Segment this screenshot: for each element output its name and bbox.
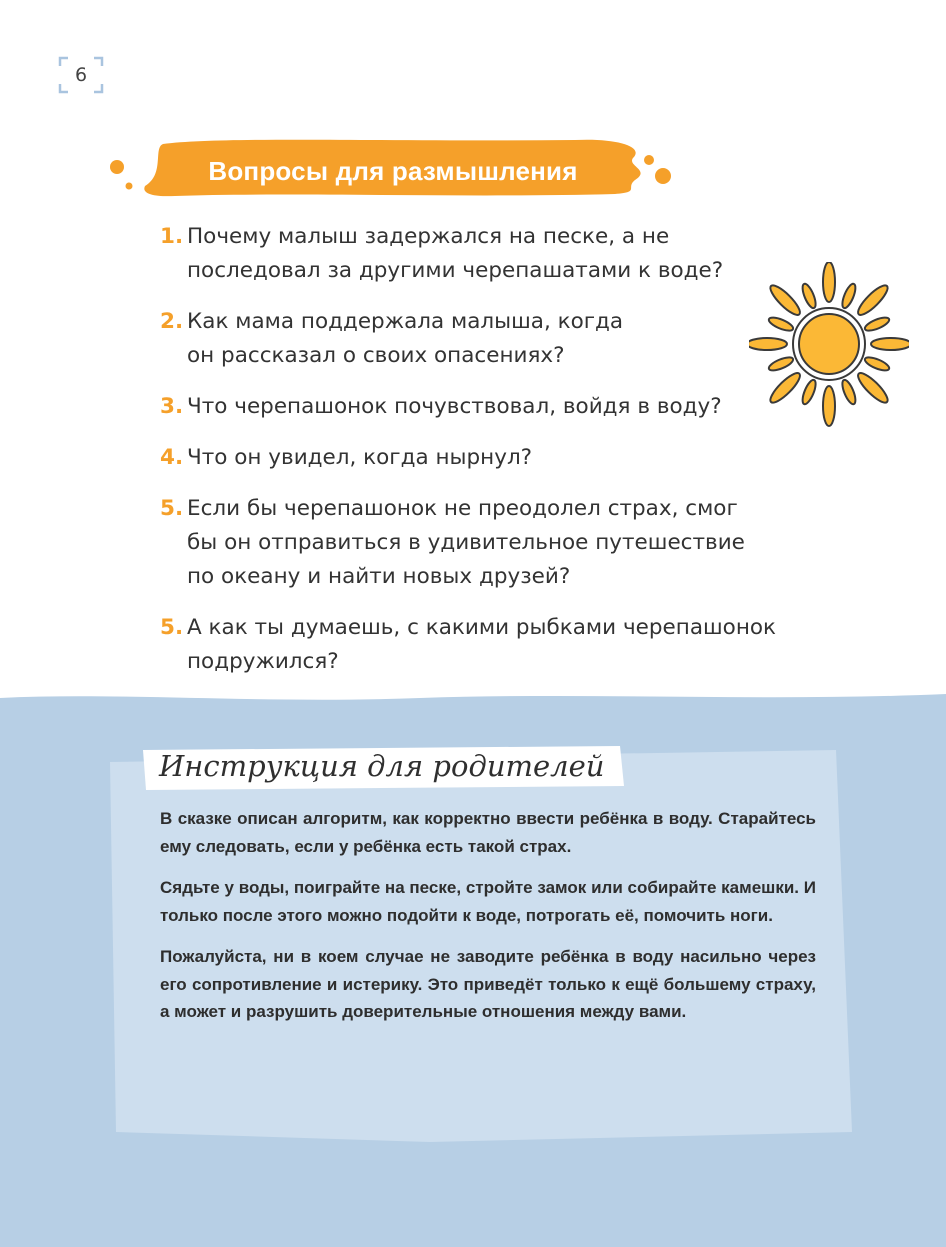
section-heading-banner <box>105 134 675 204</box>
section-heading-title: Вопросы для размышления <box>208 156 578 186</box>
instructions-body <box>160 805 816 1040</box>
question-item <box>160 220 820 288</box>
question-item <box>160 305 820 373</box>
question-text: Что он увидел, когда нырнул? <box>187 445 533 470</box>
question-list <box>160 220 820 679</box>
question-text: Если бы черепашонок не преодолел страх, смог бы он отправиться в удивительное путешествие по океану и найти новых друзей? <box>187 496 745 589</box>
sun-icon <box>749 262 909 432</box>
instructions-paragraph: Сядьте у воды, поиграйте на песке, стройте замок или собирайте камешки. И только после этого можно подойти к воде, потрогать её, помочить ноги. <box>160 878 816 925</box>
instructions-title: Инструкция для родителей <box>159 749 605 783</box>
page-number <box>58 56 104 94</box>
question-item <box>160 390 820 424</box>
question-number: 1. <box>160 224 184 249</box>
question-text: А как ты думаешь, с какими рыбками черепашонок подружился? <box>187 615 777 674</box>
question-text: Как мама поддержала малыша, когда он рассказал о своих опасениях? <box>187 309 624 368</box>
question-number: 2. <box>160 309 184 334</box>
question-text: Что черепашонок почувствовал, войдя в воду? <box>187 394 722 419</box>
question-number: 4. <box>160 445 184 470</box>
question-text: Почему малыш задержался на песке, а не последовал за другими черепашатами к воде? <box>187 224 724 283</box>
page-number-text: 6 <box>74 64 88 86</box>
question-number: 5. <box>160 496 184 521</box>
question-item <box>160 492 820 594</box>
instructions-paragraph: В сказке описан алгоритм, как корректно ввести ребёнка в воду. Старайтесь ему следовать, если у ребёнка есть такой страх. <box>160 809 816 856</box>
instructions-paragraph: Пожалуйста, ни в коем случае не заводите ребёнка в воду насильно через его сопротивление и истерику. Это приведёт только к ещё большему страху, а может и разрушить доверительные отношения между вами. <box>160 947 816 1021</box>
question-item <box>160 611 820 679</box>
question-item <box>160 441 820 475</box>
question-number: 5. <box>160 615 184 640</box>
question-number: 3. <box>160 394 184 419</box>
